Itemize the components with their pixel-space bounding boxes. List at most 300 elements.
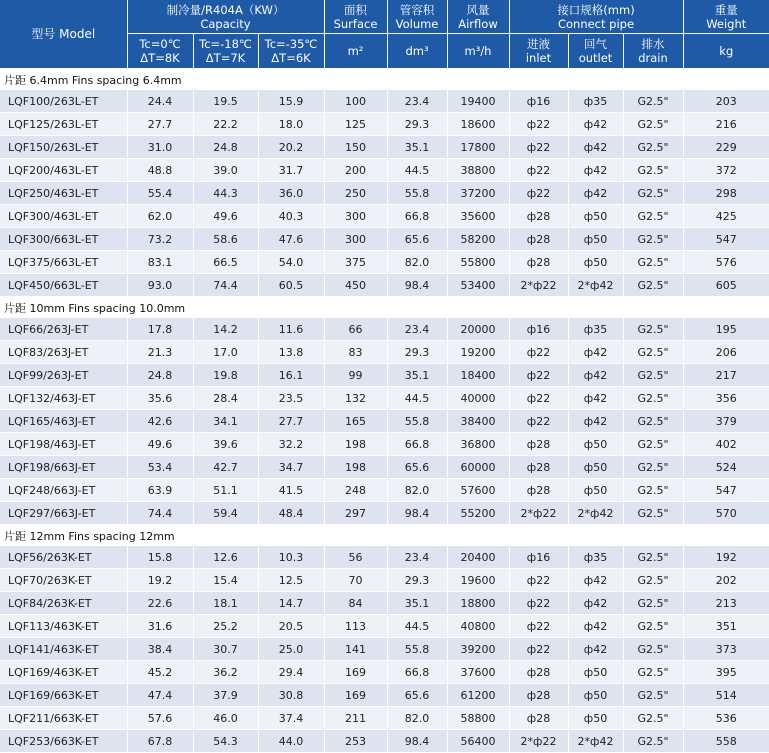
cell-outlet: ф50 <box>568 707 623 730</box>
cell-model: LQF169/663K-ET <box>0 684 127 707</box>
cell-airflow: 55200 <box>447 502 509 525</box>
table-row <box>0 364 769 387</box>
cell-weight: 206 <box>683 341 769 364</box>
cell-cap-minus18c: 17.0 <box>193 341 258 364</box>
cell-cap-minus35c: 54.0 <box>258 251 324 274</box>
cell-cap-minus18c: 18.1 <box>193 592 258 615</box>
cell-outlet: ф42 <box>568 136 623 159</box>
cell-weight: 372 <box>683 159 769 182</box>
cell-cap-minus18c: 14.2 <box>193 318 258 341</box>
cell-cap-0c: 31.6 <box>127 615 193 638</box>
cell-volume: 98.4 <box>387 730 447 753</box>
section-title: 片距 6.4mm Fins spacing 6.4mm <box>0 69 769 91</box>
table-row <box>0 136 769 159</box>
cell-cap-minus18c: 74.4 <box>193 274 258 297</box>
cell-cap-0c: 63.9 <box>127 479 193 502</box>
cell-model: LQF99/263J-ET <box>0 364 127 387</box>
cell-weight: 351 <box>683 615 769 638</box>
cell-cap-minus18c: 39.0 <box>193 159 258 182</box>
cell-outlet: ф42 <box>568 159 623 182</box>
cell-inlet: 2*ф22 <box>509 274 568 297</box>
table-row <box>0 90 769 113</box>
cell-cap-0c: 57.6 <box>127 707 193 730</box>
cell-model: LQF125/263L-ET <box>0 113 127 136</box>
header-capacity: 制冷量/R404A（KW） Capacity <box>127 0 324 34</box>
cell-inlet: ф28 <box>509 228 568 251</box>
cell-volume: 55.8 <box>387 182 447 205</box>
cell-drain: G2.5" <box>623 592 683 615</box>
cell-cap-minus35c: 60.5 <box>258 274 324 297</box>
cell-model: LQF132/463J-ET <box>0 387 127 410</box>
cell-outlet: ф50 <box>568 661 623 684</box>
cell-model: LQF150/263L-ET <box>0 136 127 159</box>
cell-cap-0c: 24.4 <box>127 90 193 113</box>
cell-volume: 23.4 <box>387 546 447 569</box>
cell-cap-minus18c: 19.5 <box>193 90 258 113</box>
cell-drain: G2.5" <box>623 410 683 433</box>
cell-cap-minus18c: 34.1 <box>193 410 258 433</box>
cell-outlet: ф42 <box>568 569 623 592</box>
section-row <box>0 69 769 91</box>
cell-cap-0c: 17.8 <box>127 318 193 341</box>
cell-cap-minus35c: 25.0 <box>258 638 324 661</box>
cell-inlet: ф28 <box>509 479 568 502</box>
cell-surface: 198 <box>324 433 387 456</box>
cell-cap-minus35c: 15.9 <box>258 90 324 113</box>
cell-inlet: ф16 <box>509 318 568 341</box>
cell-inlet: ф28 <box>509 433 568 456</box>
cell-volume: 29.3 <box>387 341 447 364</box>
cell-airflow: 40800 <box>447 615 509 638</box>
table-row <box>0 113 769 136</box>
cell-cap-minus18c: 30.7 <box>193 638 258 661</box>
cell-volume: 65.6 <box>387 684 447 707</box>
section-title: 片距 12mm Fins spacing 12mm <box>0 525 769 547</box>
cell-cap-minus18c: 28.4 <box>193 387 258 410</box>
cell-airflow: 20400 <box>447 546 509 569</box>
cell-inlet: ф22 <box>509 638 568 661</box>
cell-cap-0c: 45.2 <box>127 661 193 684</box>
cell-outlet: ф35 <box>568 90 623 113</box>
cell-cap-0c: 42.6 <box>127 410 193 433</box>
cell-airflow: 18800 <box>447 592 509 615</box>
cell-model: LQF169/463K-ET <box>0 661 127 684</box>
cell-weight: 570 <box>683 502 769 525</box>
cell-drain: G2.5" <box>623 341 683 364</box>
cell-volume: 55.8 <box>387 410 447 433</box>
cell-cap-minus35c: 47.6 <box>258 228 324 251</box>
cell-cap-0c: 74.4 <box>127 502 193 525</box>
table-row <box>0 159 769 182</box>
cell-inlet: ф22 <box>509 569 568 592</box>
cell-inlet: ф16 <box>509 546 568 569</box>
cell-weight: 402 <box>683 433 769 456</box>
cell-model: LQF200/463L-ET <box>0 159 127 182</box>
cell-airflow: 58200 <box>447 228 509 251</box>
cell-drain: G2.5" <box>623 707 683 730</box>
cell-cap-minus35c: 44.0 <box>258 730 324 753</box>
table-row <box>0 205 769 228</box>
cell-cap-minus35c: 11.6 <box>258 318 324 341</box>
cell-cap-minus35c: 27.7 <box>258 410 324 433</box>
cell-drain: G2.5" <box>623 479 683 502</box>
cell-outlet: ф35 <box>568 546 623 569</box>
header-cap-minus35c: Tc=-35℃ ΔT=6K <box>258 34 324 69</box>
cell-cap-minus35c: 40.3 <box>258 205 324 228</box>
header-model: 型号 Model <box>0 0 127 69</box>
cell-drain: G2.5" <box>623 228 683 251</box>
cell-weight: 356 <box>683 387 769 410</box>
cell-cap-minus18c: 44.3 <box>193 182 258 205</box>
cell-outlet: ф42 <box>568 364 623 387</box>
cell-model: LQF248/663J-ET <box>0 479 127 502</box>
cell-outlet: ф50 <box>568 205 623 228</box>
header-cap-minus18c: Tc=-18℃ ΔT=7K <box>193 34 258 69</box>
cell-drain: G2.5" <box>623 159 683 182</box>
cell-volume: 23.4 <box>387 318 447 341</box>
cell-weight: 217 <box>683 364 769 387</box>
cell-outlet: 2*ф42 <box>568 730 623 753</box>
cell-volume: 82.0 <box>387 251 447 274</box>
cell-drain: G2.5" <box>623 274 683 297</box>
cell-airflow: 38800 <box>447 159 509 182</box>
cell-outlet: ф50 <box>568 479 623 502</box>
cell-weight: 605 <box>683 274 769 297</box>
cell-outlet: ф42 <box>568 387 623 410</box>
cell-inlet: ф22 <box>509 615 568 638</box>
cell-surface: 169 <box>324 684 387 707</box>
cell-surface: 253 <box>324 730 387 753</box>
cell-weight: 524 <box>683 456 769 479</box>
cell-volume: 35.1 <box>387 136 447 159</box>
cell-airflow: 19400 <box>447 90 509 113</box>
cell-drain: G2.5" <box>623 113 683 136</box>
cell-model: LQF100/263L-ET <box>0 90 127 113</box>
header-outlet: 回气 outlet <box>568 34 623 69</box>
cell-outlet: ф50 <box>568 433 623 456</box>
cell-inlet: ф22 <box>509 113 568 136</box>
cell-cap-minus35c: 36.0 <box>258 182 324 205</box>
table-row <box>0 433 769 456</box>
cell-cap-minus18c: 19.8 <box>193 364 258 387</box>
cell-cap-minus35c: 41.5 <box>258 479 324 502</box>
cell-drain: G2.5" <box>623 661 683 684</box>
cell-model: LQF84/263K-ET <box>0 592 127 615</box>
cell-cap-0c: 21.3 <box>127 341 193 364</box>
table-row <box>0 387 769 410</box>
cell-model: LQF113/463K-ET <box>0 615 127 638</box>
cell-inlet: 2*ф22 <box>509 502 568 525</box>
cell-cap-0c: 27.7 <box>127 113 193 136</box>
cell-drain: G2.5" <box>623 502 683 525</box>
cell-cap-0c: 62.0 <box>127 205 193 228</box>
cell-inlet: ф22 <box>509 341 568 364</box>
cell-volume: 55.8 <box>387 638 447 661</box>
cell-cap-minus18c: 22.2 <box>193 113 258 136</box>
header-volume: 管容积 Volume <box>387 0 447 34</box>
cell-weight: 425 <box>683 205 769 228</box>
cell-inlet: ф22 <box>509 182 568 205</box>
cell-volume: 44.5 <box>387 387 447 410</box>
cell-airflow: 53400 <box>447 274 509 297</box>
cell-outlet: ф35 <box>568 318 623 341</box>
cell-airflow: 40000 <box>447 387 509 410</box>
cell-weight: 298 <box>683 182 769 205</box>
cell-drain: G2.5" <box>623 638 683 661</box>
cell-cap-minus35c: 10.3 <box>258 546 324 569</box>
cell-cap-minus35c: 20.5 <box>258 615 324 638</box>
cell-inlet: ф22 <box>509 387 568 410</box>
cell-inlet: ф22 <box>509 410 568 433</box>
cell-drain: G2.5" <box>623 684 683 707</box>
cell-airflow: 18600 <box>447 113 509 136</box>
cell-model: LQF66/263J-ET <box>0 318 127 341</box>
cell-inlet: ф22 <box>509 592 568 615</box>
cell-volume: 29.3 <box>387 569 447 592</box>
cell-volume: 66.8 <box>387 433 447 456</box>
cell-surface: 300 <box>324 228 387 251</box>
cell-drain: G2.5" <box>623 251 683 274</box>
cell-airflow: 19600 <box>447 569 509 592</box>
header-surface-unit: m² <box>324 34 387 69</box>
cell-inlet: ф28 <box>509 251 568 274</box>
cell-cap-0c: 35.6 <box>127 387 193 410</box>
cell-airflow: 58800 <box>447 707 509 730</box>
cell-model: LQF300/463L-ET <box>0 205 127 228</box>
table-body <box>0 69 769 753</box>
cell-volume: 66.8 <box>387 661 447 684</box>
section-row <box>0 297 769 319</box>
cell-model: LQF297/663J-ET <box>0 502 127 525</box>
cell-cap-minus18c: 25.2 <box>193 615 258 638</box>
cell-cap-0c: 15.8 <box>127 546 193 569</box>
cell-cap-minus18c: 46.0 <box>193 707 258 730</box>
cell-inlet: ф28 <box>509 205 568 228</box>
cell-cap-minus18c: 51.1 <box>193 479 258 502</box>
cell-airflow: 57600 <box>447 479 509 502</box>
cell-cap-minus18c: 66.5 <box>193 251 258 274</box>
cell-weight: 229 <box>683 136 769 159</box>
cell-model: LQF70/263K-ET <box>0 569 127 592</box>
cell-outlet: ф50 <box>568 251 623 274</box>
cell-weight: 536 <box>683 707 769 730</box>
cell-airflow: 37200 <box>447 182 509 205</box>
cell-outlet: 2*ф42 <box>568 274 623 297</box>
cell-surface: 56 <box>324 546 387 569</box>
cell-surface: 66 <box>324 318 387 341</box>
cell-volume: 82.0 <box>387 707 447 730</box>
cell-drain: G2.5" <box>623 136 683 159</box>
cell-airflow: 39200 <box>447 638 509 661</box>
header-weight-unit: kg <box>683 34 769 69</box>
cell-cap-minus18c: 39.6 <box>193 433 258 456</box>
header-airflow-unit: m³/h <box>447 34 509 69</box>
table-row <box>0 684 769 707</box>
cell-outlet: ф42 <box>568 341 623 364</box>
cell-surface: 198 <box>324 456 387 479</box>
cell-model: LQF141/463K-ET <box>0 638 127 661</box>
cell-outlet: ф42 <box>568 638 623 661</box>
cell-surface: 211 <box>324 707 387 730</box>
header-surface: 面积 Surface <box>324 0 387 34</box>
table-row <box>0 479 769 502</box>
cell-weight: 379 <box>683 410 769 433</box>
cell-cap-minus35c: 23.5 <box>258 387 324 410</box>
cell-cap-minus18c: 12.6 <box>193 546 258 569</box>
cell-cap-minus18c: 37.9 <box>193 684 258 707</box>
cell-drain: G2.5" <box>623 364 683 387</box>
table-row <box>0 274 769 297</box>
table-row <box>0 318 769 341</box>
cell-airflow: 18400 <box>447 364 509 387</box>
cell-weight: 547 <box>683 479 769 502</box>
cell-cap-minus35c: 29.4 <box>258 661 324 684</box>
table-row <box>0 638 769 661</box>
cell-airflow: 19200 <box>447 341 509 364</box>
table-row <box>0 707 769 730</box>
cell-surface: 297 <box>324 502 387 525</box>
cell-surface: 125 <box>324 113 387 136</box>
cell-outlet: ф42 <box>568 182 623 205</box>
cell-weight: 395 <box>683 661 769 684</box>
cell-weight: 213 <box>683 592 769 615</box>
cell-volume: 35.1 <box>387 364 447 387</box>
table-row <box>0 569 769 592</box>
cell-airflow: 56400 <box>447 730 509 753</box>
cell-cap-minus35c: 32.2 <box>258 433 324 456</box>
cell-cap-0c: 55.4 <box>127 182 193 205</box>
cell-cap-minus18c: 49.6 <box>193 205 258 228</box>
section-title: 片距 10mm Fins spacing 10.0mm <box>0 297 769 319</box>
table-row <box>0 502 769 525</box>
header-weight: 重量 Weight <box>683 0 769 34</box>
cell-volume: 29.3 <box>387 113 447 136</box>
table-row <box>0 615 769 638</box>
cell-outlet: ф50 <box>568 456 623 479</box>
cell-volume: 98.4 <box>387 274 447 297</box>
cell-inlet: ф16 <box>509 90 568 113</box>
cell-cap-0c: 67.8 <box>127 730 193 753</box>
cell-model: LQF165/463J-ET <box>0 410 127 433</box>
cell-weight: 195 <box>683 318 769 341</box>
cell-cap-minus18c: 59.4 <box>193 502 258 525</box>
cell-cap-minus18c: 15.4 <box>193 569 258 592</box>
cell-drain: G2.5" <box>623 90 683 113</box>
cell-drain: G2.5" <box>623 615 683 638</box>
cell-volume: 44.5 <box>387 159 447 182</box>
cell-weight: 547 <box>683 228 769 251</box>
header-cap-0c: Tc=0℃ ΔT=8K <box>127 34 193 69</box>
cell-outlet: 2*ф42 <box>568 502 623 525</box>
cell-surface: 132 <box>324 387 387 410</box>
cell-cap-0c: 83.1 <box>127 251 193 274</box>
cell-surface: 100 <box>324 90 387 113</box>
cell-airflow: 20000 <box>447 318 509 341</box>
cell-airflow: 60000 <box>447 456 509 479</box>
cell-surface: 141 <box>324 638 387 661</box>
cell-cap-minus35c: 31.7 <box>258 159 324 182</box>
cell-model: LQF300/663L-ET <box>0 228 127 251</box>
cell-volume: 65.6 <box>387 228 447 251</box>
cell-cap-0c: 49.6 <box>127 433 193 456</box>
cell-cap-minus18c: 36.2 <box>193 661 258 684</box>
cell-cap-0c: 19.2 <box>127 569 193 592</box>
cell-surface: 165 <box>324 410 387 433</box>
cell-weight: 202 <box>683 569 769 592</box>
cell-surface: 83 <box>324 341 387 364</box>
cell-volume: 66.8 <box>387 205 447 228</box>
cell-surface: 250 <box>324 182 387 205</box>
cell-model: LQF253/663K-ET <box>0 730 127 753</box>
cell-airflow: 61200 <box>447 684 509 707</box>
cell-volume: 23.4 <box>387 90 447 113</box>
cell-weight: 373 <box>683 638 769 661</box>
cell-cap-minus35c: 13.8 <box>258 341 324 364</box>
cell-surface: 169 <box>324 661 387 684</box>
header-drain: 排水 drain <box>623 34 683 69</box>
cell-weight: 216 <box>683 113 769 136</box>
cell-cap-0c: 93.0 <box>127 274 193 297</box>
table-row <box>0 251 769 274</box>
cell-inlet: ф22 <box>509 136 568 159</box>
cell-cap-minus35c: 20.2 <box>258 136 324 159</box>
header-inlet: 进液 inlet <box>509 34 568 69</box>
cell-surface: 99 <box>324 364 387 387</box>
cell-cap-minus35c: 34.7 <box>258 456 324 479</box>
cell-model: LQF56/263K-ET <box>0 546 127 569</box>
cell-weight: 514 <box>683 684 769 707</box>
cell-volume: 82.0 <box>387 479 447 502</box>
table-row <box>0 730 769 753</box>
cell-airflow: 35600 <box>447 205 509 228</box>
table-row <box>0 410 769 433</box>
cell-outlet: ф50 <box>568 228 623 251</box>
table-row <box>0 228 769 251</box>
cell-cap-minus35c: 16.1 <box>258 364 324 387</box>
cell-inlet: ф28 <box>509 684 568 707</box>
cell-cap-0c: 22.6 <box>127 592 193 615</box>
header-connect-pipe: 接口规格(mm) Connect pipe <box>509 0 683 34</box>
cell-surface: 248 <box>324 479 387 502</box>
cell-surface: 450 <box>324 274 387 297</box>
cell-outlet: ф42 <box>568 113 623 136</box>
cell-airflow: 36800 <box>447 433 509 456</box>
cell-cap-0c: 53.4 <box>127 456 193 479</box>
header-volume-unit: dm³ <box>387 34 447 69</box>
cell-airflow: 55800 <box>447 251 509 274</box>
cell-cap-0c: 24.8 <box>127 364 193 387</box>
cell-model: LQF83/263J-ET <box>0 341 127 364</box>
cell-volume: 35.1 <box>387 592 447 615</box>
cell-cap-minus35c: 48.4 <box>258 502 324 525</box>
cell-surface: 113 <box>324 615 387 638</box>
cell-weight: 203 <box>683 90 769 113</box>
cell-outlet: ф42 <box>568 592 623 615</box>
cell-airflow: 38400 <box>447 410 509 433</box>
cell-cap-minus35c: 37.4 <box>258 707 324 730</box>
cell-airflow: 17800 <box>447 136 509 159</box>
cell-surface: 84 <box>324 592 387 615</box>
cell-drain: G2.5" <box>623 730 683 753</box>
cell-weight: 576 <box>683 251 769 274</box>
cell-volume: 65.6 <box>387 456 447 479</box>
cell-model: LQF198/663J-ET <box>0 456 127 479</box>
cell-drain: G2.5" <box>623 387 683 410</box>
cell-cap-minus18c: 58.6 <box>193 228 258 251</box>
section-row <box>0 525 769 547</box>
cell-cap-minus18c: 42.7 <box>193 456 258 479</box>
cell-surface: 70 <box>324 569 387 592</box>
